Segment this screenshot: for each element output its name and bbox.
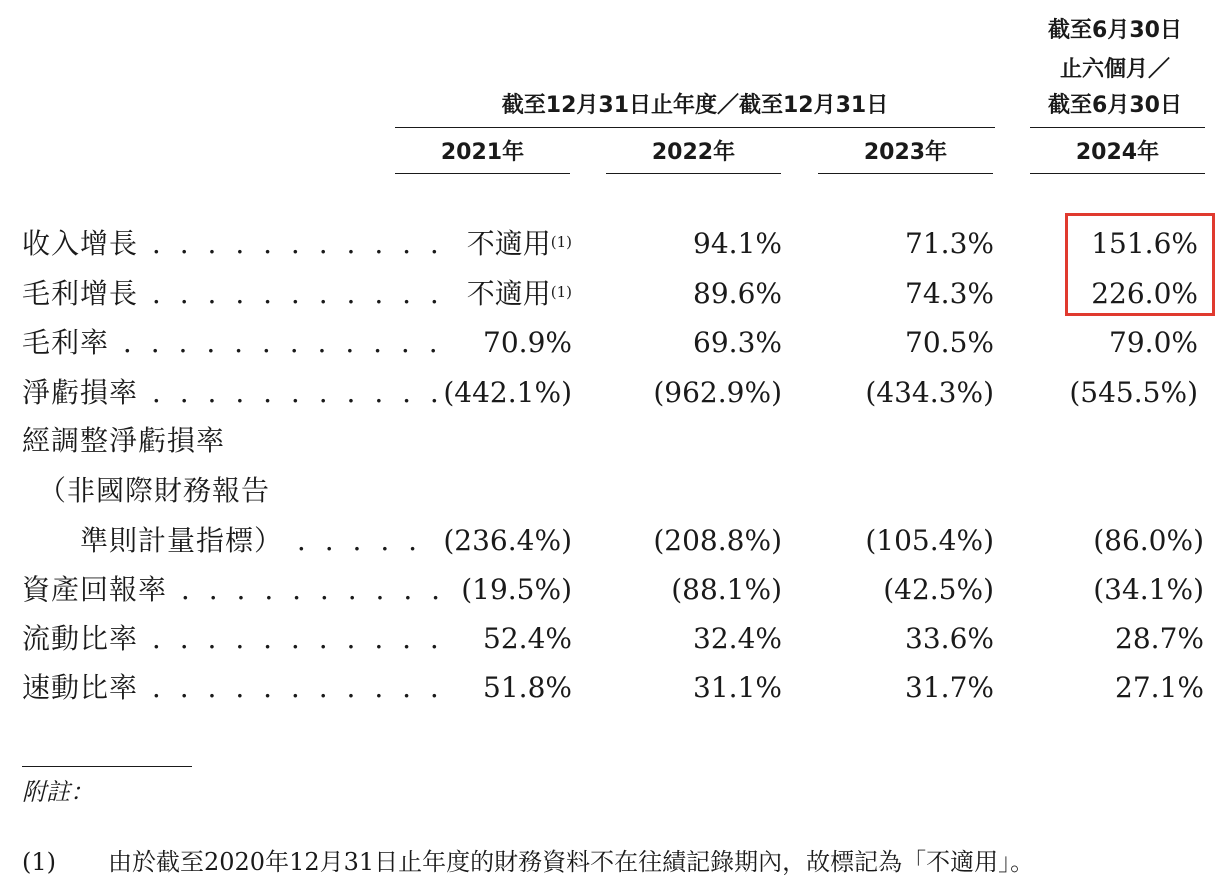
group-header: 截至12月31日止年度／截至12月31日 [501, 93, 889, 118]
cell-return-on-assets-2023: (42.5%) [883, 573, 994, 606]
cell-current-ratio-2022: 32.4% [693, 622, 782, 655]
year-header-2024: 2024年 [1075, 140, 1160, 165]
cell-return-on-assets-2021: (19.5%) [461, 573, 572, 606]
cell-quick-ratio-2022: 31.1% [693, 671, 782, 704]
row-label-adjusted-net-loss-line3: 準則計量指標） . . . . . [80, 524, 423, 557]
row-label-quick-ratio: 速動比率 . . . . . . . . . . . [22, 671, 444, 704]
cell-return-on-assets-2022: (88.1%) [671, 573, 782, 606]
year-rule-2023 [818, 173, 993, 174]
year-rule-2024 [1030, 173, 1205, 174]
cell-gross-margin-2022: 69.3% [693, 326, 782, 359]
cell-adjusted-net-loss-2022: (208.8%) [653, 524, 782, 557]
cell-return-on-assets-2024: (34.1%) [1093, 573, 1204, 606]
footnote-text: 由於截至2020年12月31日止年度的財務資料不在往績記錄期內，故標記為「不適用」。 [108, 848, 1035, 876]
notes-title: 附註： [22, 778, 94, 806]
row-label-return-on-assets: 資產回報率 . . . . . . . . . . [22, 573, 446, 606]
footnote-number: (1) [22, 848, 56, 876]
cell-revenue-growth-2021: 不適用$^{(1)}$ [466, 227, 572, 260]
row-label-net-loss-rate: 淨虧損率 . . . . . . . . . . . [22, 376, 444, 409]
row-label-revenue-growth: 收入增長 . . . . . . . . . . . [22, 227, 444, 260]
cell-net-loss-rate-2022: (962.9%) [653, 376, 782, 409]
year-header-2023: 2023年 [863, 140, 948, 165]
cell-current-ratio-2023: 33.6% [905, 622, 994, 655]
year-header-2021: 2021年 [440, 140, 525, 165]
row-label-gross-margin: 毛利率 . . . . . . . . . . . . [22, 326, 443, 359]
cell-net-loss-rate-2024: (545.5%) [1069, 376, 1198, 409]
cell-gross-margin-2023: 70.5% [905, 326, 994, 359]
cell-net-loss-rate-2021: (442.1%) [443, 376, 572, 409]
cell-adjusted-net-loss-2021: (236.4%) [443, 524, 572, 557]
highlight-box [1065, 213, 1215, 316]
cell-current-ratio-2021: 52.4% [483, 622, 572, 655]
cell-quick-ratio-2024: 27.1% [1115, 671, 1204, 704]
last-col-header-line2: 止六個月／ [1059, 57, 1170, 82]
notes-separator [22, 766, 192, 767]
cell-quick-ratio-2021: 51.8% [483, 671, 572, 704]
row-label-gross-profit-growth: 毛利增長 . . . . . . . . . . . [22, 277, 444, 310]
cell-current-ratio-2024: 28.7% [1115, 622, 1204, 655]
cell-gross-margin-2021: 70.9% [483, 326, 572, 359]
year-rule-2022 [606, 173, 781, 174]
last-col-header-line1: 截至6月30日 [1048, 18, 1182, 43]
cell-gross-profit-growth-2022: 89.6% [693, 277, 782, 310]
cell-revenue-growth-2022: 94.1% [693, 227, 782, 260]
cell-net-loss-rate-2023: (434.3%) [865, 376, 994, 409]
last-col-header-line3: 截至6月30日 [1048, 93, 1182, 118]
year-rule-2021 [395, 173, 570, 174]
row-label-adjusted-net-loss-line2: （非國際財務報告 [38, 474, 271, 507]
row-label-current-ratio: 流動比率 . . . . . . . . . . . [22, 622, 444, 655]
last-col-header-rule [1030, 127, 1205, 128]
cell-adjusted-net-loss-2024: (86.0%) [1093, 524, 1204, 557]
cell-adjusted-net-loss-2023: (105.4%) [865, 524, 994, 557]
row-label-adjusted-net-loss-line1: 經調整淨虧損率 [22, 424, 226, 457]
cell-gross-profit-growth-2023: 74.3% [905, 277, 994, 310]
cell-gross-profit-growth-2021: 不適用$^{(1)}$ [466, 277, 572, 310]
group-header-rule [395, 127, 995, 128]
cell-gross-profit-growth-2024: 226.0% [1091, 277, 1198, 310]
year-header-2022: 2022年 [651, 140, 736, 165]
cell-quick-ratio-2023: 31.7% [905, 671, 994, 704]
cell-gross-margin-2024: 79.0% [1109, 326, 1198, 359]
cell-revenue-growth-2024: 151.6% [1091, 227, 1198, 260]
cell-revenue-growth-2023: 71.3% [905, 227, 994, 260]
